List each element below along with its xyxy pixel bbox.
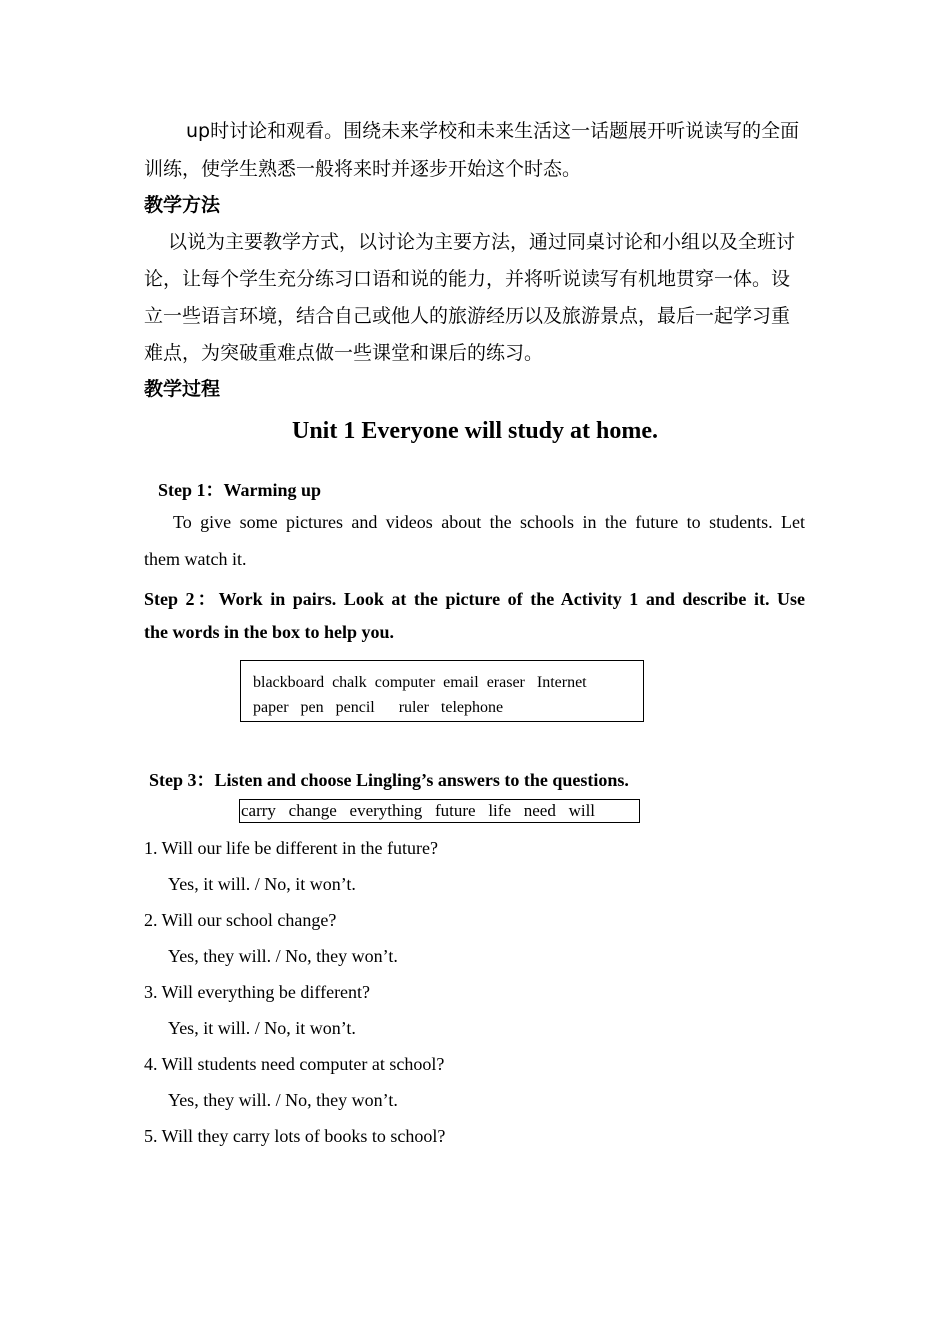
method-line-4: 难点，为突破重难点做一些课堂和课后的练习。 — [144, 342, 544, 364]
step1-line-2: them watch it. — [144, 549, 247, 569]
answer-4: Yes, they will. / No, they won’t. — [168, 1090, 398, 1110]
vocabulary-box — [240, 660, 644, 722]
vocabulary-row-2: paper pen pencil ruler telephone — [253, 699, 504, 716]
question-5: 5. Will they carry lots of books to school? — [144, 1126, 446, 1146]
vocabulary-row-1: blackboard chalk computer email eraser Internet — [253, 674, 587, 691]
step1-heading: Step 1：Warming up — [158, 480, 322, 500]
method-heading: 教学方法 — [144, 194, 221, 216]
process-heading: 教学过程 — [144, 378, 221, 400]
question-3: 3. Will everything be different? — [144, 982, 371, 1002]
word-box: carry change everything future life need will — [239, 799, 640, 823]
question-1: 1. Will our life be different in the future? — [144, 838, 439, 858]
question-4: 4. Will students need computer at school? — [144, 1054, 445, 1074]
method-line-2: 论，让每个学生充分练习口语和说的能力，并将听说读写有机地贯穿一体。设 — [144, 268, 791, 290]
answer-3: Yes, it will. / No, it won’t. — [168, 1018, 356, 1038]
unit-title: Unit 1 Everyone will study at home. — [292, 418, 658, 444]
step1-line-1: To give some pictures and videos about the schools in the future to students. Let — [173, 512, 805, 532]
step3-heading: Step 3：Listen and choose Lingling’s answers to the questions. — [149, 770, 629, 790]
answer-1: Yes, it will. / No, it won’t. — [168, 874, 356, 894]
method-line-1: 以说为主要教学方式，以讨论为主要方法，通过同桌讨论和小组以及全班讨 — [168, 231, 796, 253]
intro-line-2: 训练，使学生熟悉一般将来时并逐步开始这个时态。 — [144, 158, 582, 180]
method-line-3: 立一些语言环境，结合自己或他人的旅游经历以及旅游景点，最后一起学习重 — [144, 305, 791, 327]
intro-line-1: up时讨论和观看。围绕未来学校和未来生活这一话题展开听说读写的全面 — [186, 120, 800, 142]
step2-heading-line-1: Step 2：Work in pairs. Look at the picture of the Activity 1 and describe it. Use — [144, 589, 805, 609]
step2-heading-line-2: the words in the box to help you. — [144, 622, 395, 642]
answer-2: Yes, they will. / No, they won’t. — [168, 946, 398, 966]
question-2: 2. Will our school change? — [144, 910, 337, 930]
